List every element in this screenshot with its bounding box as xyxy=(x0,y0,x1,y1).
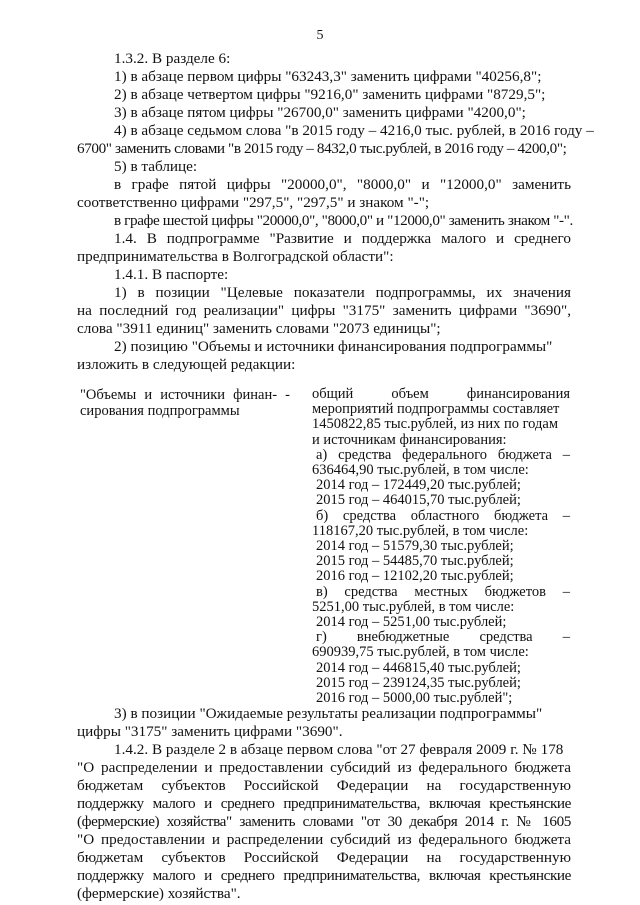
text-line: поддержку малого и среднего предпринимательства, включая крестьянские xyxy=(77,867,571,884)
financing-line: 2015 год – 464015,70 тыс.рублей; xyxy=(316,492,521,509)
text-line: 6700" заменить словами "в 2015 году – 8432,0 тыс.рублей, в 2016 году – 4200,0"; xyxy=(77,140,567,157)
text-line: "О предоставлении и распределении субсидий из федерального бюджета xyxy=(77,831,571,848)
financing-line: 2016 год – 12102,20 тыс.рублей; xyxy=(316,568,514,585)
financing-line: г) внебюджетные средства – xyxy=(316,629,570,646)
financing-line: 2014 год – 5251,00 тыс.рублей; xyxy=(316,614,507,631)
financing-line: б) средства областного бюджета – xyxy=(316,507,570,524)
text-line: 1.4. В подпрограмме "Развитие и поддержка малого и среднего xyxy=(114,230,571,247)
passport-position-label xyxy=(80,387,290,419)
financing-line: 1450822,85 тыс.рублей, из них по годам xyxy=(312,416,559,433)
position-label-line-1: "Объемы и источники финан- - xyxy=(80,387,290,403)
financing-line: общий объем финансирования xyxy=(312,386,570,402)
financing-line: 2016 год – 5000,00 тыс.рублей"; xyxy=(316,690,513,707)
text-line: 1.4.1. В паспорте: xyxy=(114,266,229,283)
position-label-line-2: сирования подпрограммы xyxy=(80,403,240,419)
financing-line: 690939,75 тыс.рублей, в том числе: xyxy=(312,644,529,661)
text-line: в графе пятой цифры "20000,0", "8000,0" и "12000,0" заменить xyxy=(114,176,571,193)
text-line: поддержку малого и среднего предпринимательства, включая крестьянские xyxy=(77,795,571,812)
text-line: 1.4.2. В разделе 2 в абзаце первом слова "от 27 февраля 2009 г. № 178 xyxy=(114,741,564,758)
financing-line: 5251,00 тыс.рублей, в том числе: xyxy=(312,598,515,615)
text-line: 2) в абзаце четвертом цифры "9216,0" заменить цифрами "8729,5"; xyxy=(114,86,546,103)
text-line: (фермерские) хозяйства" заменить словами "от 30 декабря 2014 г. № 1605 xyxy=(77,813,571,830)
financing-line: 118167,20 тыс.рублей, в том числе: xyxy=(312,522,529,539)
financing-line: 2014 год – 51579,30 тыс.рублей; xyxy=(316,538,514,555)
text-line: 1.3.2. В разделе 6: xyxy=(114,50,231,67)
financing-line: а) средства федерального бюджета – xyxy=(316,446,570,463)
passport-position-content xyxy=(312,387,570,706)
financing-line: 2015 год – 54485,70 тыс.рублей; xyxy=(316,553,514,570)
text-line: предпринимательства в Волгоградской области": xyxy=(77,248,394,265)
financing-line: 636464,90 тыс.рублей, в том числе: xyxy=(312,462,529,479)
text-line: бюджетам субъектов Российской Федерации на государственную xyxy=(77,849,571,866)
text-line: 4) в абзаце седьмом слова "в 2015 году – 4216,0 тыс. рублей, в 2016 году – xyxy=(114,122,594,139)
text-line: соответственно цифрами "297,5", "297,5" и знаком "-"; xyxy=(77,194,430,211)
text-line: 1) в позиции "Целевые показатели подпрограммы, их значения xyxy=(114,284,571,301)
text-line: бюджетам субъектов Российской Федерации на государственную xyxy=(77,777,571,794)
text-line: изложить в следующей редакции: xyxy=(77,356,296,373)
page-number: 5 xyxy=(316,28,324,43)
text-line: слова "3911 единиц" заменить словами "2073 единицы"; xyxy=(77,320,441,337)
text-line: на последний год реализации" цифры "3175" заменить цифрами "3690", xyxy=(77,302,571,319)
financing-line: в) средства местных бюджетов – xyxy=(316,583,570,600)
text-line: 3) в позиции "Ожидаемые результаты реализации подпрограммы" xyxy=(114,705,543,722)
text-line: 2) позицию "Объемы и источники финансирования подпрограммы" xyxy=(114,338,553,355)
text-line: 1) в абзаце первом цифры "63243,3" заменить цифрами "40256,8"; xyxy=(114,68,542,85)
financing-line: 2014 год – 172449,20 тыс.рублей; xyxy=(316,477,521,494)
text-line: в графе шестой цифры "20000,0", "8000,0" и "12000,0" заменить знаком "-". xyxy=(114,212,573,229)
text-line: 3) в абзаце пятом цифры "26700,0" заменить цифрами "4200,0"; xyxy=(114,104,526,121)
text-line: 5) в таблице: xyxy=(114,158,198,175)
financing-line: мероприятий подпрограммы составляет xyxy=(312,401,560,418)
text-line: (фермерские) хозяйства". xyxy=(77,885,241,902)
text-line: цифры "3175" заменить цифрами "3690". xyxy=(77,723,343,740)
financing-line: 2015 год – 239124,35 тыс.рублей; xyxy=(316,674,521,691)
financing-line: и источникам финансирования: xyxy=(312,431,507,448)
text-line: "О распределении и предоставлении субсидий из федерального бюджета xyxy=(77,759,571,776)
financing-line: 2014 год – 446815,40 тыс.рублей; xyxy=(316,659,521,676)
